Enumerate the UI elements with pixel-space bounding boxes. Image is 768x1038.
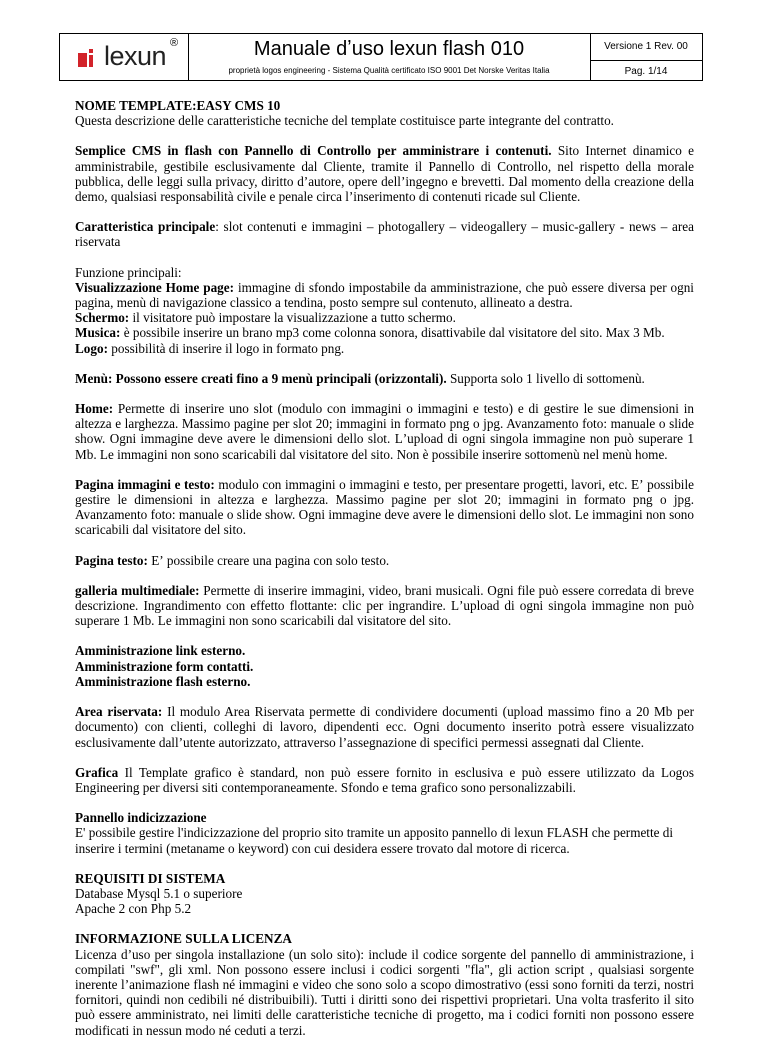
- template-intro: [75, 98, 694, 128]
- version-cell: [590, 34, 702, 80]
- logo-cell: [60, 34, 189, 80]
- home-visual-heading: Visualizzazione Home page:: [75, 279, 235, 295]
- reserved-area-paragraph: [75, 704, 694, 750]
- indexing-paragraph: [75, 810, 694, 856]
- home-paragraph: [75, 401, 694, 462]
- admin-flash: Amministrazione flash esterno.: [75, 673, 251, 689]
- admin-link: Amministrazione link esterno.: [75, 643, 246, 659]
- indexing-heading: Pannello indicizzazione: [75, 810, 207, 826]
- functions-label: Funzione principali:: [75, 264, 182, 280]
- license-title: INFORMAZIONE SULLA LICENZA: [75, 931, 292, 947]
- music-heading: Musica:: [75, 325, 121, 341]
- image-text-text: modulo con immagini o immagini e testo, per presentare progetti, lavori, etc. Eʼ possibile gestire le dimensioni in altezza e larghezza. Massimo pagine per slot 20; immagini in formato png o jpg. Avanzamento foto: manuale o slide show. Ogni immagine deve avere le dimensioni dello slot. Le immagini non sono scaricabili dal visitatore del sito.: [75, 476, 694, 538]
- graphic-paragraph: [75, 765, 694, 795]
- logo-heading: Logo:: [75, 340, 108, 356]
- logo-mark-icon: [78, 47, 100, 69]
- text-page-paragraph: [75, 553, 694, 568]
- license-text: Licenza dʼuso per singola installazione (un solo sito): include il codice sorgente del pannello di amministrazione, i compilati "swf", gli xml. Non possono essere inclusi i codici sorgenti "fla", gli action script , qualsiasi sorgente inerente lʼanimazione flash né immagini e video che sono solo a scopo dimostrativo (essi sono forniti da terzi, nostri fornitori, quindi non cedibili né distribuibili). Tutti i diritti sono dei rispettivi proprietari. Una volta trasferito il sito può essere amministrato, nei limiti delle caratteristiche tecniche di progetto, ma i codici forniti non possono essere modificati in nessun modo né ceduti a terzi.: [75, 946, 694, 1038]
- license-paragraph: [75, 931, 694, 1037]
- menu-heading: Menù: Possono essere creati fino a 9 menù principali (orizzontali).: [75, 370, 447, 386]
- music-text: è possibile inserire un brano mp3 come colonna sonora, disattivabile dal visitatore del sito. Max 3 Mb.: [120, 325, 665, 341]
- reserved-area-heading: Area riservata:: [75, 704, 163, 720]
- gallery-text: Permette di inserire immagini, video, brani musicali. Ogni file può essere corredata di breve descrizione. Ingrandimento con effetto flottante: clic per ingrandire. Lʼupload di ogni singola immagine non può superare 1 Mb. Le immagini non sono scaricabili dal visitatore del sito.: [75, 582, 694, 629]
- logo-feature-text: possibilità di inserire il logo in formato png.: [107, 340, 345, 356]
- requirements-paragraph: [75, 871, 694, 917]
- text-page-heading: Pagina testo:: [75, 552, 148, 568]
- screen-text: il visitatore può impostare la visualizzazione a tutto schermo.: [129, 310, 456, 326]
- divider: [590, 60, 702, 61]
- logo-text: lexun: [104, 41, 167, 71]
- menu-paragraph: [75, 371, 694, 386]
- gallery-paragraph: [75, 583, 694, 629]
- requirements-title: REQUISITI DI SISTEMA: [75, 870, 226, 886]
- screen-heading: Schermo:: [75, 310, 130, 326]
- home-heading: Home:: [75, 401, 114, 417]
- cms-text: Sito Internet dinamico e amministrabile, gestibile esclusivamente dal Cliente, tramite il Pannello di Controllo, nel rispetto della morale pubblica, delle leggi sulla privacy, diritto dʼautore, opere dellʼingegno e brevetti. Dal momento della creazione della demo, qualsiasi responsabilità civile e penale circa lʼinserimento di contenuti ricade sul Cliente.: [75, 143, 695, 205]
- menu-text: Supporta solo 1 livello di sottomenù.: [446, 370, 645, 386]
- document-subtitle: proprietà logos engineering - Sistema Qualità certificato ISO 9001 Det Norske Veritas Italia: [228, 66, 550, 75]
- intro-text: Questa descrizione delle caratteristiche tecniche del template costituisce parte integrante del contratto.: [75, 113, 614, 129]
- graphic-text: Il Template grafico è standard, non può essere fornito in esclusiva e può essere utilizzato da Logos Engineering per diversi siti contemporaneamente. Sfondo e tema grafico sono personalizzabili.: [75, 764, 694, 795]
- image-text-heading: Pagina immagini e testo:: [75, 476, 215, 492]
- version-label: Versione 1 Rev. 00: [604, 41, 688, 52]
- admin-form: Amministrazione form contatti.: [75, 658, 254, 674]
- main-feature-text: : slot contenuti e immagini – photogallery – videogallery – music-gallery - news – area riservata: [75, 219, 694, 250]
- graphic-heading: Grafica: [75, 764, 119, 780]
- main-feature-paragraph: [75, 219, 694, 249]
- admin-paragraph: [75, 643, 694, 689]
- page-number: Pag. 1/14: [624, 66, 668, 77]
- image-text-paragraph: [75, 477, 694, 538]
- home-visual-text: immagine di sfondo impostabile da amministrazione, che può essere diversa per ogni pagina, menù di navigazione classico a tendina, posto sempre sul contenuto, allineato a destra.: [75, 279, 694, 311]
- reserved-area-text: Il modulo Area Riservata permette di condividere documenti (upload massimo fino a 20 Mb per documento) con clienti, colleghi di lavoro, dipendenti ecc. Ogni documento inserito potrà essere visualizzato esclusivamente dallʼutente autorizzato, attraverso lʼassegnazione di specifici permessi assegnati dal Cliente.: [75, 704, 694, 750]
- functions-paragraph: [75, 265, 694, 356]
- text-page-text: Eʼ possibile creare una pagina con solo testo.: [147, 552, 390, 568]
- document-header: [59, 33, 703, 81]
- requirement-database: Database Mysql 5.1 o superiore: [75, 885, 243, 901]
- cms-heading: Semplice CMS in flash con Pannello di Controllo per amministrare i contenuti.: [75, 143, 552, 159]
- main-feature-heading: Caratteristica principale: [75, 219, 216, 235]
- home-text: Permette di inserire uno slot (modulo con immagini o immagini e testo) e di gestire le sue dimensioni in altezza e larghezza. Massimo pagine per slot 20; immagini in formato png o jpg. Avanzamento foto: manuale o slide show. Ogni immagine deve avere le dimensioni dello slot. Lʼupload di ogni singola immagine non può superare 1 Mb. Le immagini non sono scaricabili dal visitatore del sito. Non è possibile inserire sottomenù nel menù home.: [75, 401, 694, 462]
- document-title: Manuale dʼuso lexun flash 010: [253, 38, 525, 60]
- document-body: [75, 98, 694, 1038]
- gallery-heading: galleria multimediale:: [75, 582, 200, 598]
- title-cell: [188, 34, 591, 80]
- requirement-apache: Apache 2 con Php 5.2: [75, 901, 192, 917]
- cms-paragraph: [75, 143, 694, 204]
- template-title: NOME TEMPLATE:EASY CMS 10: [75, 98, 281, 113]
- indexing-text: E' possibile gestire l'indicizzazione del proprio sito tramite un apposito pannello di lexun FLASH che permette di inserire i termini (metaname o keyword) con cui desidera essere trovato dal motore di ricerca.: [75, 825, 674, 856]
- registered-mark: ®: [170, 37, 179, 49]
